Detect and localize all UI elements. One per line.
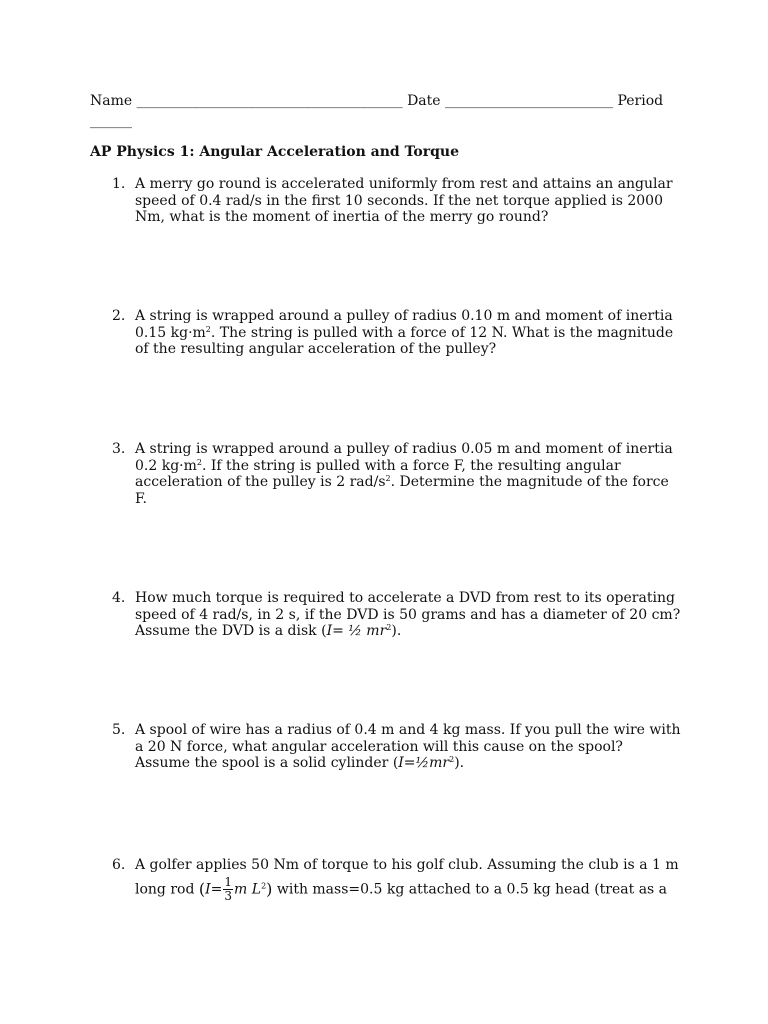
question-text: A spool of wire has a radius of 0.4 m and 4 kg mass. If you pull the wire with a 20 N force, what angular acceleration will this cause on the spool? Assume the spool is a solid cylinder $(I=\frac{1}{2}mr^2)$. [135,722,681,771]
header-fields [90,91,670,111]
date-blank: ________________________ [445,93,614,109]
period-label: Period [617,93,664,109]
question-text: A merry go round is accelerated uniformly from rest and attains an angular speed of 0.4 rad/s in the first 10 seconds. If the net torque applied is 2000 Nm, what is the moment of inertia of the merry go round? [135,176,673,225]
question-text: How much torque is required to accelerate a DVD from rest to its operating speed of 4 rad/s, in 2 s, if the DVD is 50 grams and has a diameter of 20 cm? Assume the DVD is a disk (I= ½ $mr^2$). [135,590,681,639]
question-3 [112,441,682,507]
name-label: Name [90,93,133,109]
question-5 [112,722,682,772]
name-blank: ______________________________________ [136,93,403,109]
question-1 [112,176,682,226]
question-4 [112,590,682,640]
question-6 [112,854,682,903]
inertia-formula: I= ½ mr [326,623,387,639]
question-number: 6. [112,857,126,873]
question-number: 5. [112,722,126,738]
question-number: 4. [112,590,126,606]
period-blank-line [90,111,132,131]
period-blank: ______ [90,113,132,129]
worksheet-title: AP Physics 1: Angular Acceleration and Torque [90,144,459,160]
rod-inertia-formula: I= [205,881,223,898]
inertia-formula: I=½mr [398,755,450,771]
question-text: A string is wrapped around a pulley of radius 0.10 m and moment of inertia 0.15 $kg\cdot m^2$. The string is pulled with a force of 12 N. What is the magnitude of the resulting angular acceleration of the pulley? [135,308,674,357]
question-text: A string is wrapped around a pulley of radius 0.05 m and moment of inertia 0.2 $kg\cdot m^2$. If the string is pulled with a force F, the resulting angular acceleration of the pulley is 2 rad/$s^2$. Determine the magnitude of the force F. [135,441,673,507]
question-number: 2. [112,308,126,324]
date-label: Date [407,93,441,109]
one-third-fraction: $\frac{1}{3}$ [224,875,233,903]
question-text: A golfer applies 50 Nm of torque to his golf club. Assuming the club is a 1 m long rod (I= $\frac{1}{3}$ m $L^2$) with mass=0.5 kg attached to a 0.5 kg head (treat as a [135,857,679,903]
question-number: 1. [112,176,126,192]
question-2 [112,308,682,358]
question-number: 3. [112,441,126,457]
